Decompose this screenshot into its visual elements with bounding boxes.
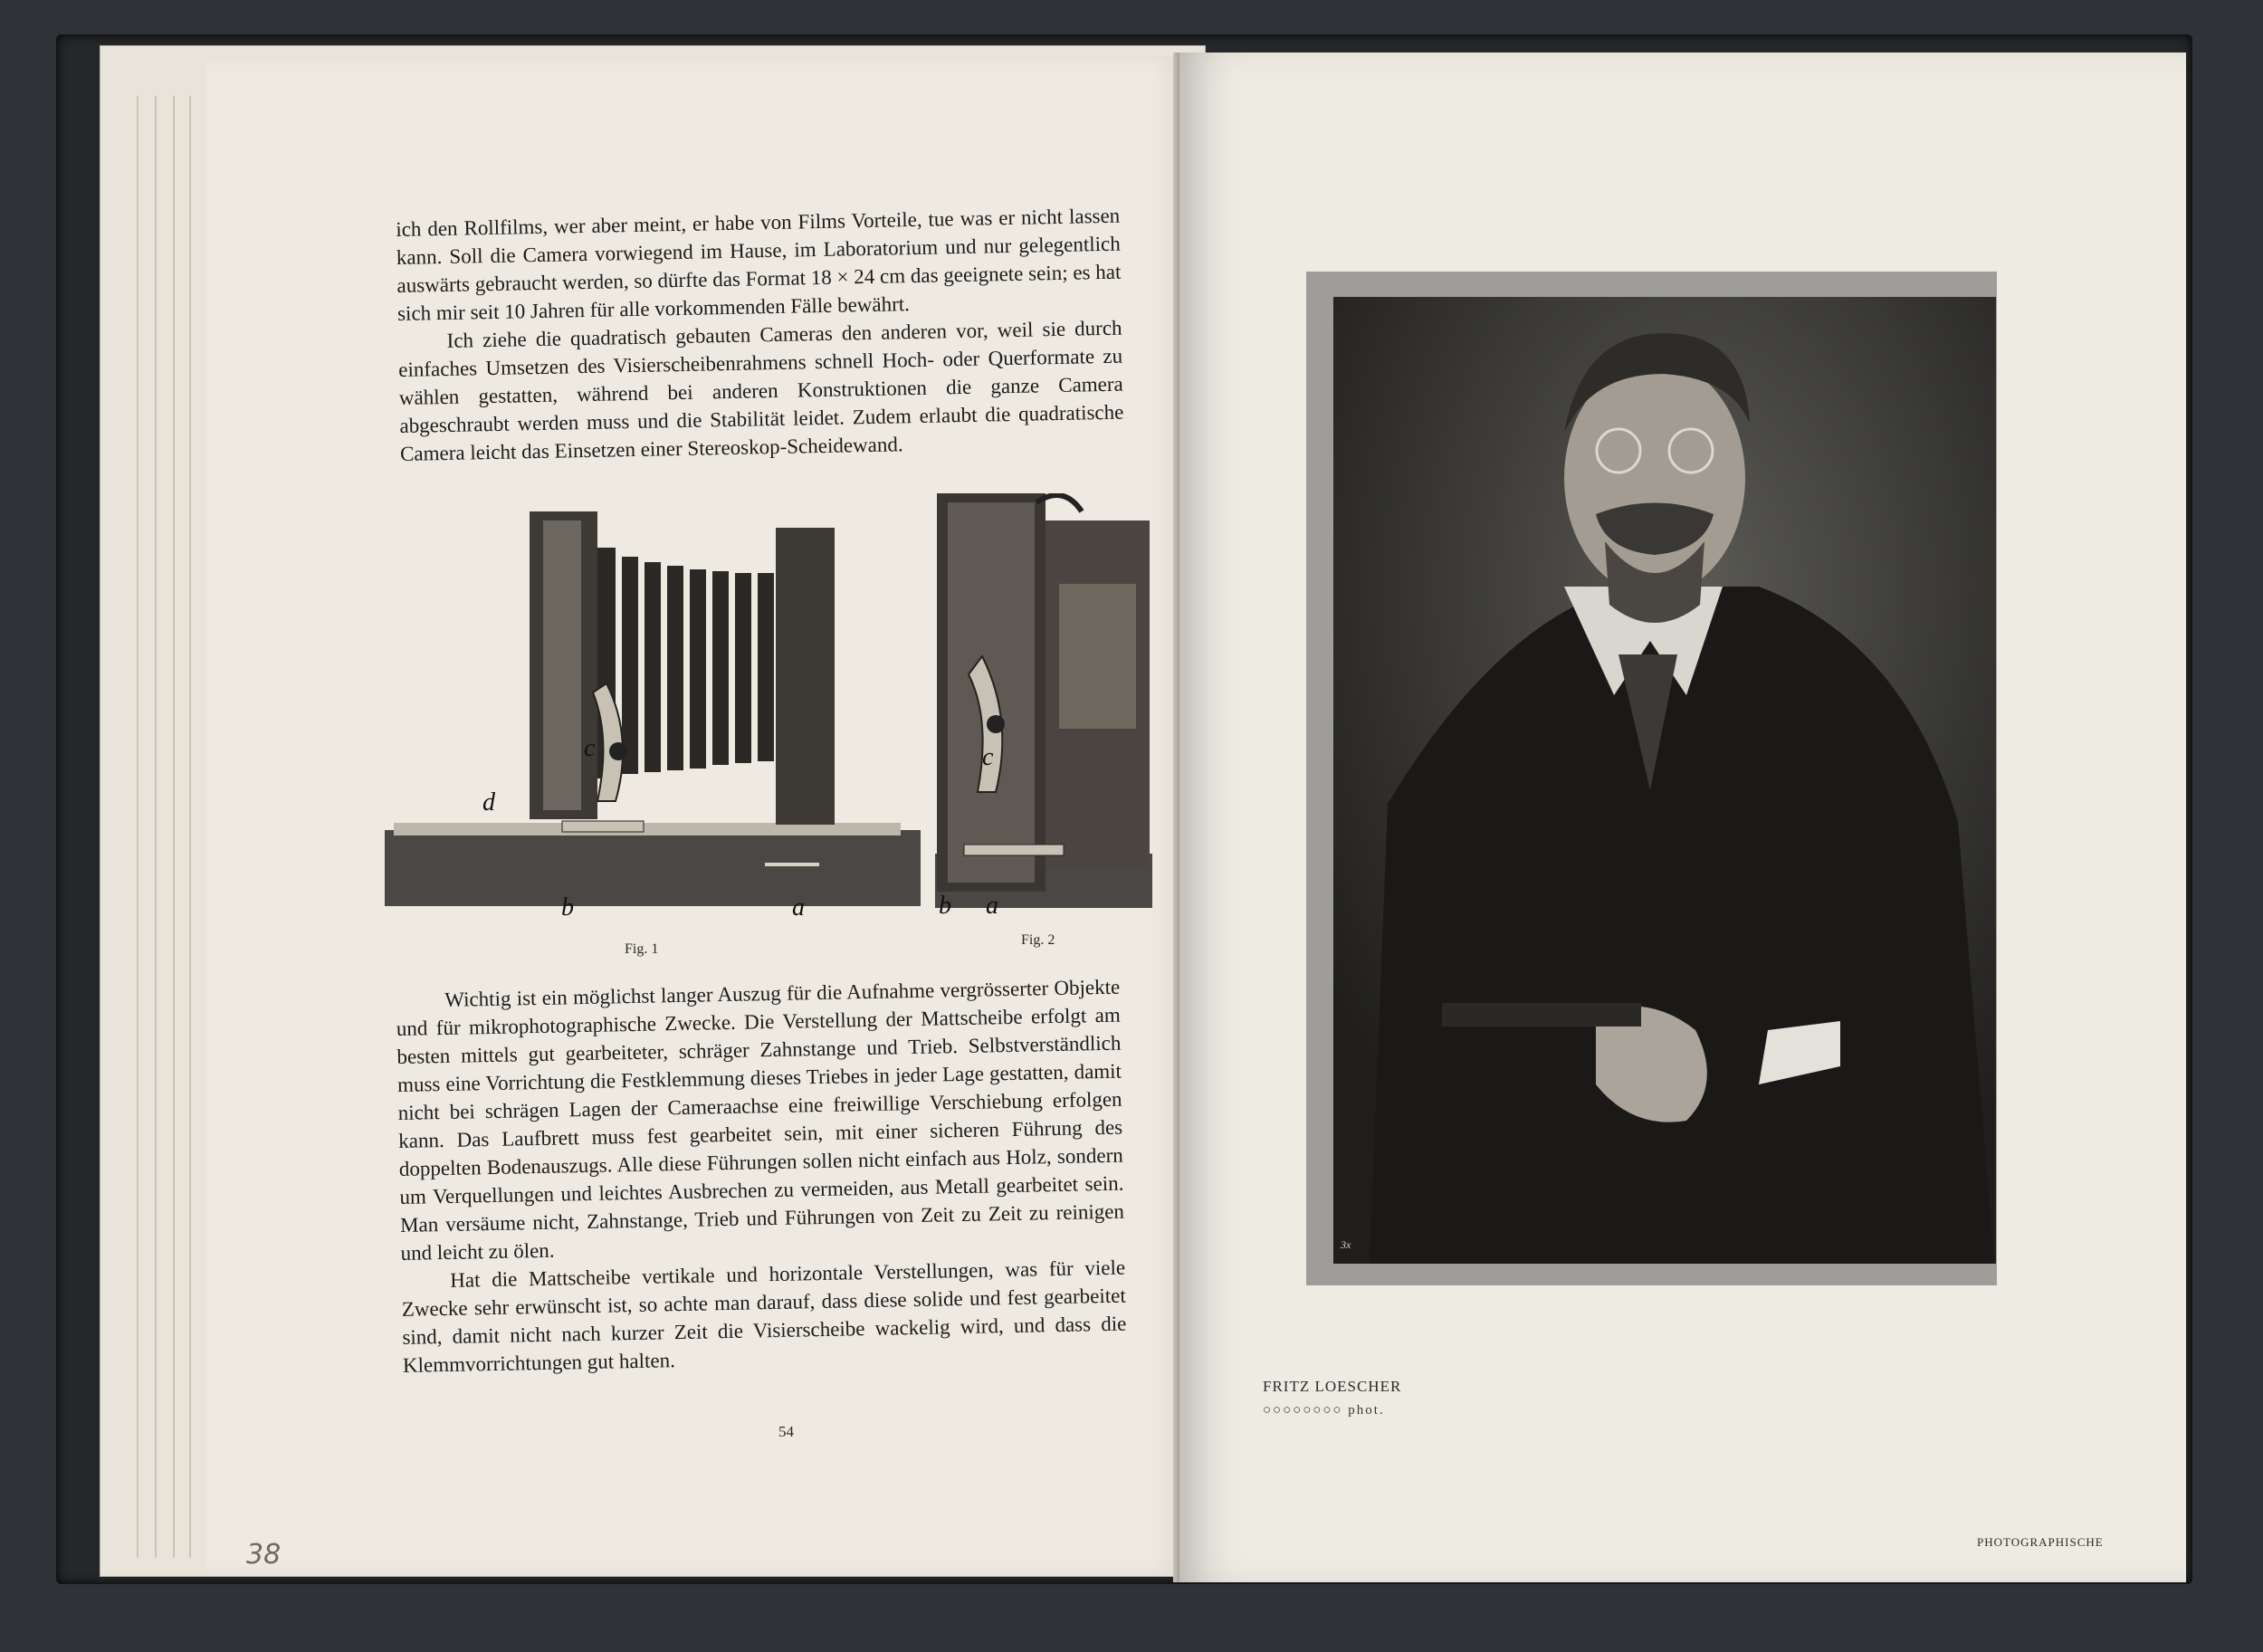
- paragraph-2: Ich ziehe die quadratisch gebauten Cameras den anderen vor, weil sie durch einfaches Umsetzen des Visierscheibenrahmens schnell Hoch- oder Querformate zu wählen gestatten, während bei anderen Konstruktionen die ganze Camera abgeschraubt werden muss und die Stabilität leidet. Zudem erlaubt die quadratische Camera leicht das Einsetzen einer Stereoskop-Scheidewand.: [398, 316, 1124, 465]
- text-block-bottom: [396, 973, 1127, 1380]
- figure-cameras: [385, 493, 1163, 964]
- paragraph-1: ich den Rollfilms, wer aber meint, er habe von Films Vorteile, tue was er nicht lassen kann. Soll die Camera vorwiegend im Hause, im Laboratorium und nur gelegentlich auswärts gebraucht werden, so dürfte das Format 18 × 24 cm das geeignete sein; es hat sich mir seit 10 Jahren für alle vorkommenden Fälle bewährt.: [396, 204, 1122, 325]
- portrait-photograph: [1333, 297, 1996, 1264]
- page-number: 54: [778, 1423, 794, 1440]
- label-c-fig2: c: [982, 743, 994, 771]
- figure-1-illustration: [385, 511, 921, 906]
- label-d: d: [482, 788, 495, 816]
- photo-number: 3x: [1341, 1238, 1351, 1251]
- portrait-illustration: [1333, 297, 1996, 1264]
- running-foot: PHOTOGRAPHISCHE: [1977, 1535, 2104, 1549]
- label-b-fig2: b: [939, 892, 951, 920]
- paragraph-3: Wichtig ist ein möglichst langer Auszug für die Aufnahme vergrösserter Objekte und für mikrophotographische Zwecke. Die Verstellung der Mattscheibe erfolgt am besten mittels gut gearbeiteter, schräger Zahnstange und Trieb. Selbstverständlich muss eine Vorrichtung die Festklemmung dieses Triebes in jeder Lage gestatten, damit nicht bei schrägen Lagen der Cameraachse eine freiwillige Verschiebung erfolgen kann. Das Laufbrett muss fest gearbeitet sein, mit einer sicheren Führung des doppelten Bodenauszugs. Alle diese Führungen sollen nicht einfach aus Holz, sondern um Verquellungen und leichtes Ausbrechen zu vermeiden, aus Metall gearbeitet sein. Man versäume nicht, Zahnstange, Trieb und Führungen von Zeit zu Zeit zu reinigen und leicht zu ölen.: [396, 975, 1125, 1265]
- paragraph-4: Hat die Mattscheibe vertikale und horizontale Verstellungen, was für viele Zwecke sehr erwünscht ist, so achte man darauf, dass diese solide und fest gearbeitet sind, damit nicht nach kurzer Zeit die Visierscheibe wackelig wird, und dass die Klemmvorrichtungen gut halten.: [401, 1256, 1127, 1377]
- pencil-margin-note: 38: [246, 1539, 282, 1571]
- photographer-name: FRITZ LOESCHER: [1263, 1378, 1402, 1395]
- label-a-fig2: a: [986, 892, 998, 920]
- camera-engraving: [385, 493, 1163, 964]
- photo-credit: ○○○○○○○○ phot.: [1263, 1403, 1385, 1418]
- figure-1-caption: Fig. 1: [625, 941, 659, 957]
- figure-2-illustration: [935, 493, 1152, 908]
- text-block-top: [396, 202, 1124, 468]
- label-a-fig1: a: [792, 893, 805, 921]
- figure-2-caption: Fig. 2: [1021, 932, 1055, 948]
- label-b-fig1: b: [561, 893, 574, 921]
- label-c-fig1: c: [584, 734, 596, 762]
